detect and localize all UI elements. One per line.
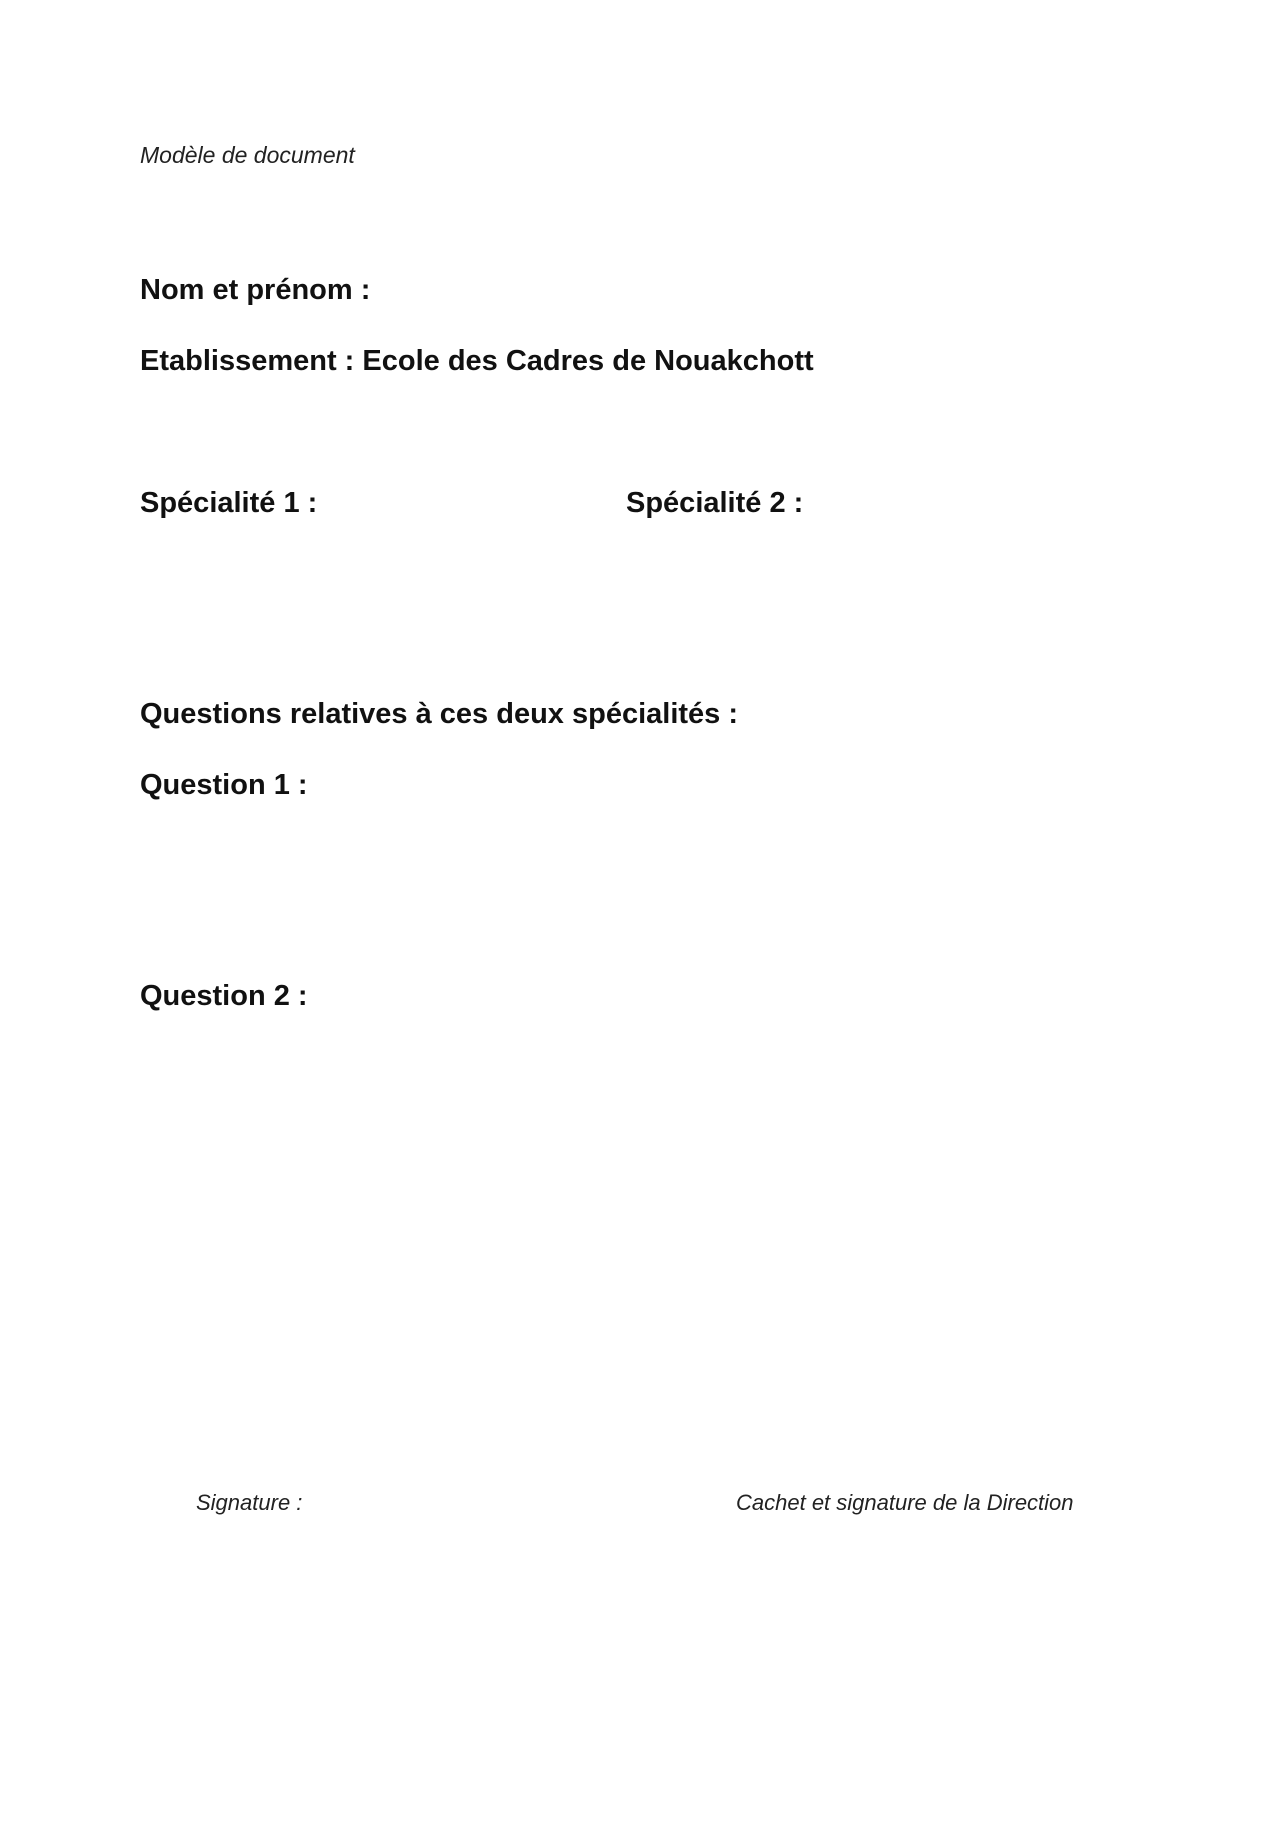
question-2-label: Question 2 :: [140, 980, 308, 1012]
document-template-label: Modèle de document: [140, 142, 355, 168]
institution-field-label: Etablissement : Ecole des Cadres de Nouakchott: [140, 345, 814, 377]
direction-stamp-label: Cachet et signature de la Direction: [736, 1490, 1074, 1515]
signature-label: Signature :: [196, 1490, 303, 1515]
questions-heading: Questions relatives à ces deux spécialités :: [140, 698, 739, 730]
question-1-label: Question 1 :: [140, 769, 308, 801]
name-field-label: Nom et prénom :: [140, 274, 371, 306]
specialty-2-label: Spécialité 2 :: [626, 487, 804, 519]
specialty-1-label: Spécialité 1 :: [140, 487, 318, 519]
